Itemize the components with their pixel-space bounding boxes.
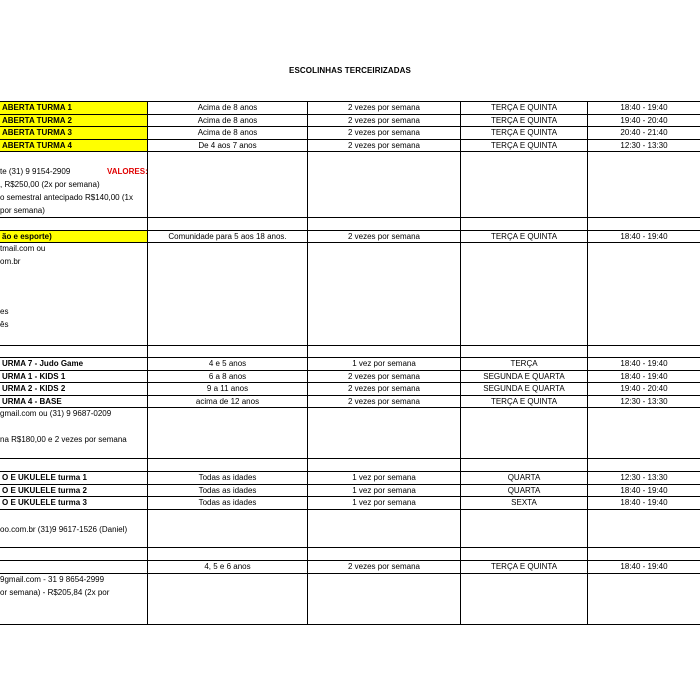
page-title: ESCOLINHAS TERCEIRIZADAS <box>289 66 411 75</box>
turma-age: 6 a 8 anos <box>208 372 247 381</box>
turma-days: SEXTA <box>511 498 537 507</box>
price-note: por semana) <box>0 206 45 215</box>
turma-name: O E UKULELE turma 3 <box>2 498 87 507</box>
price-note: o semestral antecipado R$140,00 (1x <box>0 193 133 202</box>
turma-age: 4 e 5 anos <box>208 359 247 368</box>
turma-days: QUARTA <box>507 486 541 495</box>
turma-days: TERÇA <box>510 359 538 368</box>
turma-name: O E UKULELE turma 1 <box>2 473 87 482</box>
price-note: or semana) - R$205,84 (2x por <box>0 588 110 597</box>
turma-name: URMA 1 - KIDS 1 <box>2 372 66 381</box>
turma-time: 19:40 - 20:40 <box>620 116 668 125</box>
contact-note: gmail.com ou (31) 9 9687-0209 <box>0 409 112 418</box>
turma-age: De 4 aos 7 anos <box>198 141 257 150</box>
turma-time: 20:40 - 21:40 <box>620 128 668 137</box>
turma-name: ABERTA TURMA 3 <box>2 128 72 137</box>
turma-frequency: 2 vezes por semana <box>347 232 421 241</box>
turma-age: acima de 12 anos <box>195 397 260 406</box>
turma-days: TERÇA E QUINTA <box>490 397 558 406</box>
turma-time: 18:40 - 19:40 <box>620 486 668 495</box>
turma-time: 18:40 - 19:40 <box>620 372 668 381</box>
turma-frequency: 2 vezes por semana <box>347 397 421 406</box>
turma-time: 12:30 - 13:30 <box>620 473 668 482</box>
turma-age: Todas as idades <box>198 498 257 507</box>
valores-label: VALORES: <box>107 167 148 176</box>
turma-name: URMA 7 - Judo Game <box>2 359 84 368</box>
turma-frequency: 2 vezes por semana <box>347 116 421 125</box>
turma-name: URMA 2 - KIDS 2 <box>2 384 66 393</box>
contact-note: te (31) 9 9154-2909 <box>0 167 71 176</box>
turma-days: TERÇA E QUINTA <box>490 116 558 125</box>
turma-age: Comunidade para 5 aos 18 anos. <box>168 232 287 241</box>
turma-frequency: 1 vez por semana <box>352 486 416 495</box>
turma-frequency: 1 vez por semana <box>352 359 416 368</box>
turma-days: SEGUNDA E QUARTA <box>483 384 565 393</box>
turma-frequency: 2 vezes por semana <box>347 128 421 137</box>
turma-days: SEGUNDA E QUARTA <box>483 372 565 381</box>
turma-days: TERÇA E QUINTA <box>490 562 558 571</box>
info-note: ês <box>0 320 9 329</box>
turma-frequency: 2 vezes por semana <box>347 384 421 393</box>
turma-frequency: 2 vezes por semana <box>347 141 421 150</box>
turma-frequency: 1 vez por semana <box>352 473 416 482</box>
turma-days: TERÇA E QUINTA <box>490 103 558 112</box>
turma-age: 9 a 11 anos <box>206 384 249 393</box>
turma-days: TERÇA E QUINTA <box>490 128 558 137</box>
turma-name: O E UKULELE turma 2 <box>2 486 87 495</box>
price-note: na R$180,00 e 2 vezes por semana <box>0 435 127 444</box>
turma-days: TERÇA E QUINTA <box>490 141 558 150</box>
turma-time: 18:40 - 19:40 <box>620 562 668 571</box>
turma-age: Acima de 8 anos <box>197 128 258 137</box>
turma-name: ABERTA TURMA 4 <box>2 141 72 150</box>
turma-time: 12:30 - 13:30 <box>620 141 668 150</box>
turma-days: TERÇA E QUINTA <box>490 232 558 241</box>
turma-age: Todas as idades <box>198 473 257 482</box>
turma-time: 18:40 - 19:40 <box>620 232 668 241</box>
contact-note: oo.com.br (31)9 9617-1526 (Daniel) <box>0 525 128 534</box>
turma-time: 18:40 - 19:40 <box>620 498 668 507</box>
turma-frequency: 2 vezes por semana <box>347 103 421 112</box>
turma-age: Todas as idades <box>198 486 257 495</box>
turma-name: URMA 4 - BASE <box>2 397 62 406</box>
turma-frequency: 1 vez por semana <box>352 498 416 507</box>
turma-frequency: 2 vezes por semana <box>347 562 421 571</box>
turma-time: 18:40 - 19:40 <box>620 359 668 368</box>
contact-note: om.br <box>0 257 21 266</box>
turma-days: QUARTA <box>507 473 541 482</box>
turma-time: 19:40 - 20:40 <box>620 384 668 393</box>
schedule-sheet <box>0 101 700 625</box>
turma-time: 18:40 - 19:40 <box>620 103 668 112</box>
contact-note: tmail.com ou <box>0 244 46 253</box>
turma-age: Acima de 8 anos <box>197 103 258 112</box>
info-note: es <box>0 307 9 316</box>
turma-name: ão e esporte) <box>2 232 52 241</box>
price-note: , R$250,00 (2x por semana) <box>0 180 100 189</box>
contact-note: 9gmail.com - 31 9 8654-2999 <box>0 575 105 584</box>
turma-time: 12:30 - 13:30 <box>620 397 668 406</box>
turma-name: ABERTA TURMA 1 <box>2 103 72 112</box>
turma-age: Acima de 8 anos <box>197 116 258 125</box>
turma-name: ABERTA TURMA 2 <box>2 116 72 125</box>
turma-frequency: 2 vezes por semana <box>347 372 421 381</box>
turma-age: 4, 5 e 6 anos <box>204 562 251 571</box>
